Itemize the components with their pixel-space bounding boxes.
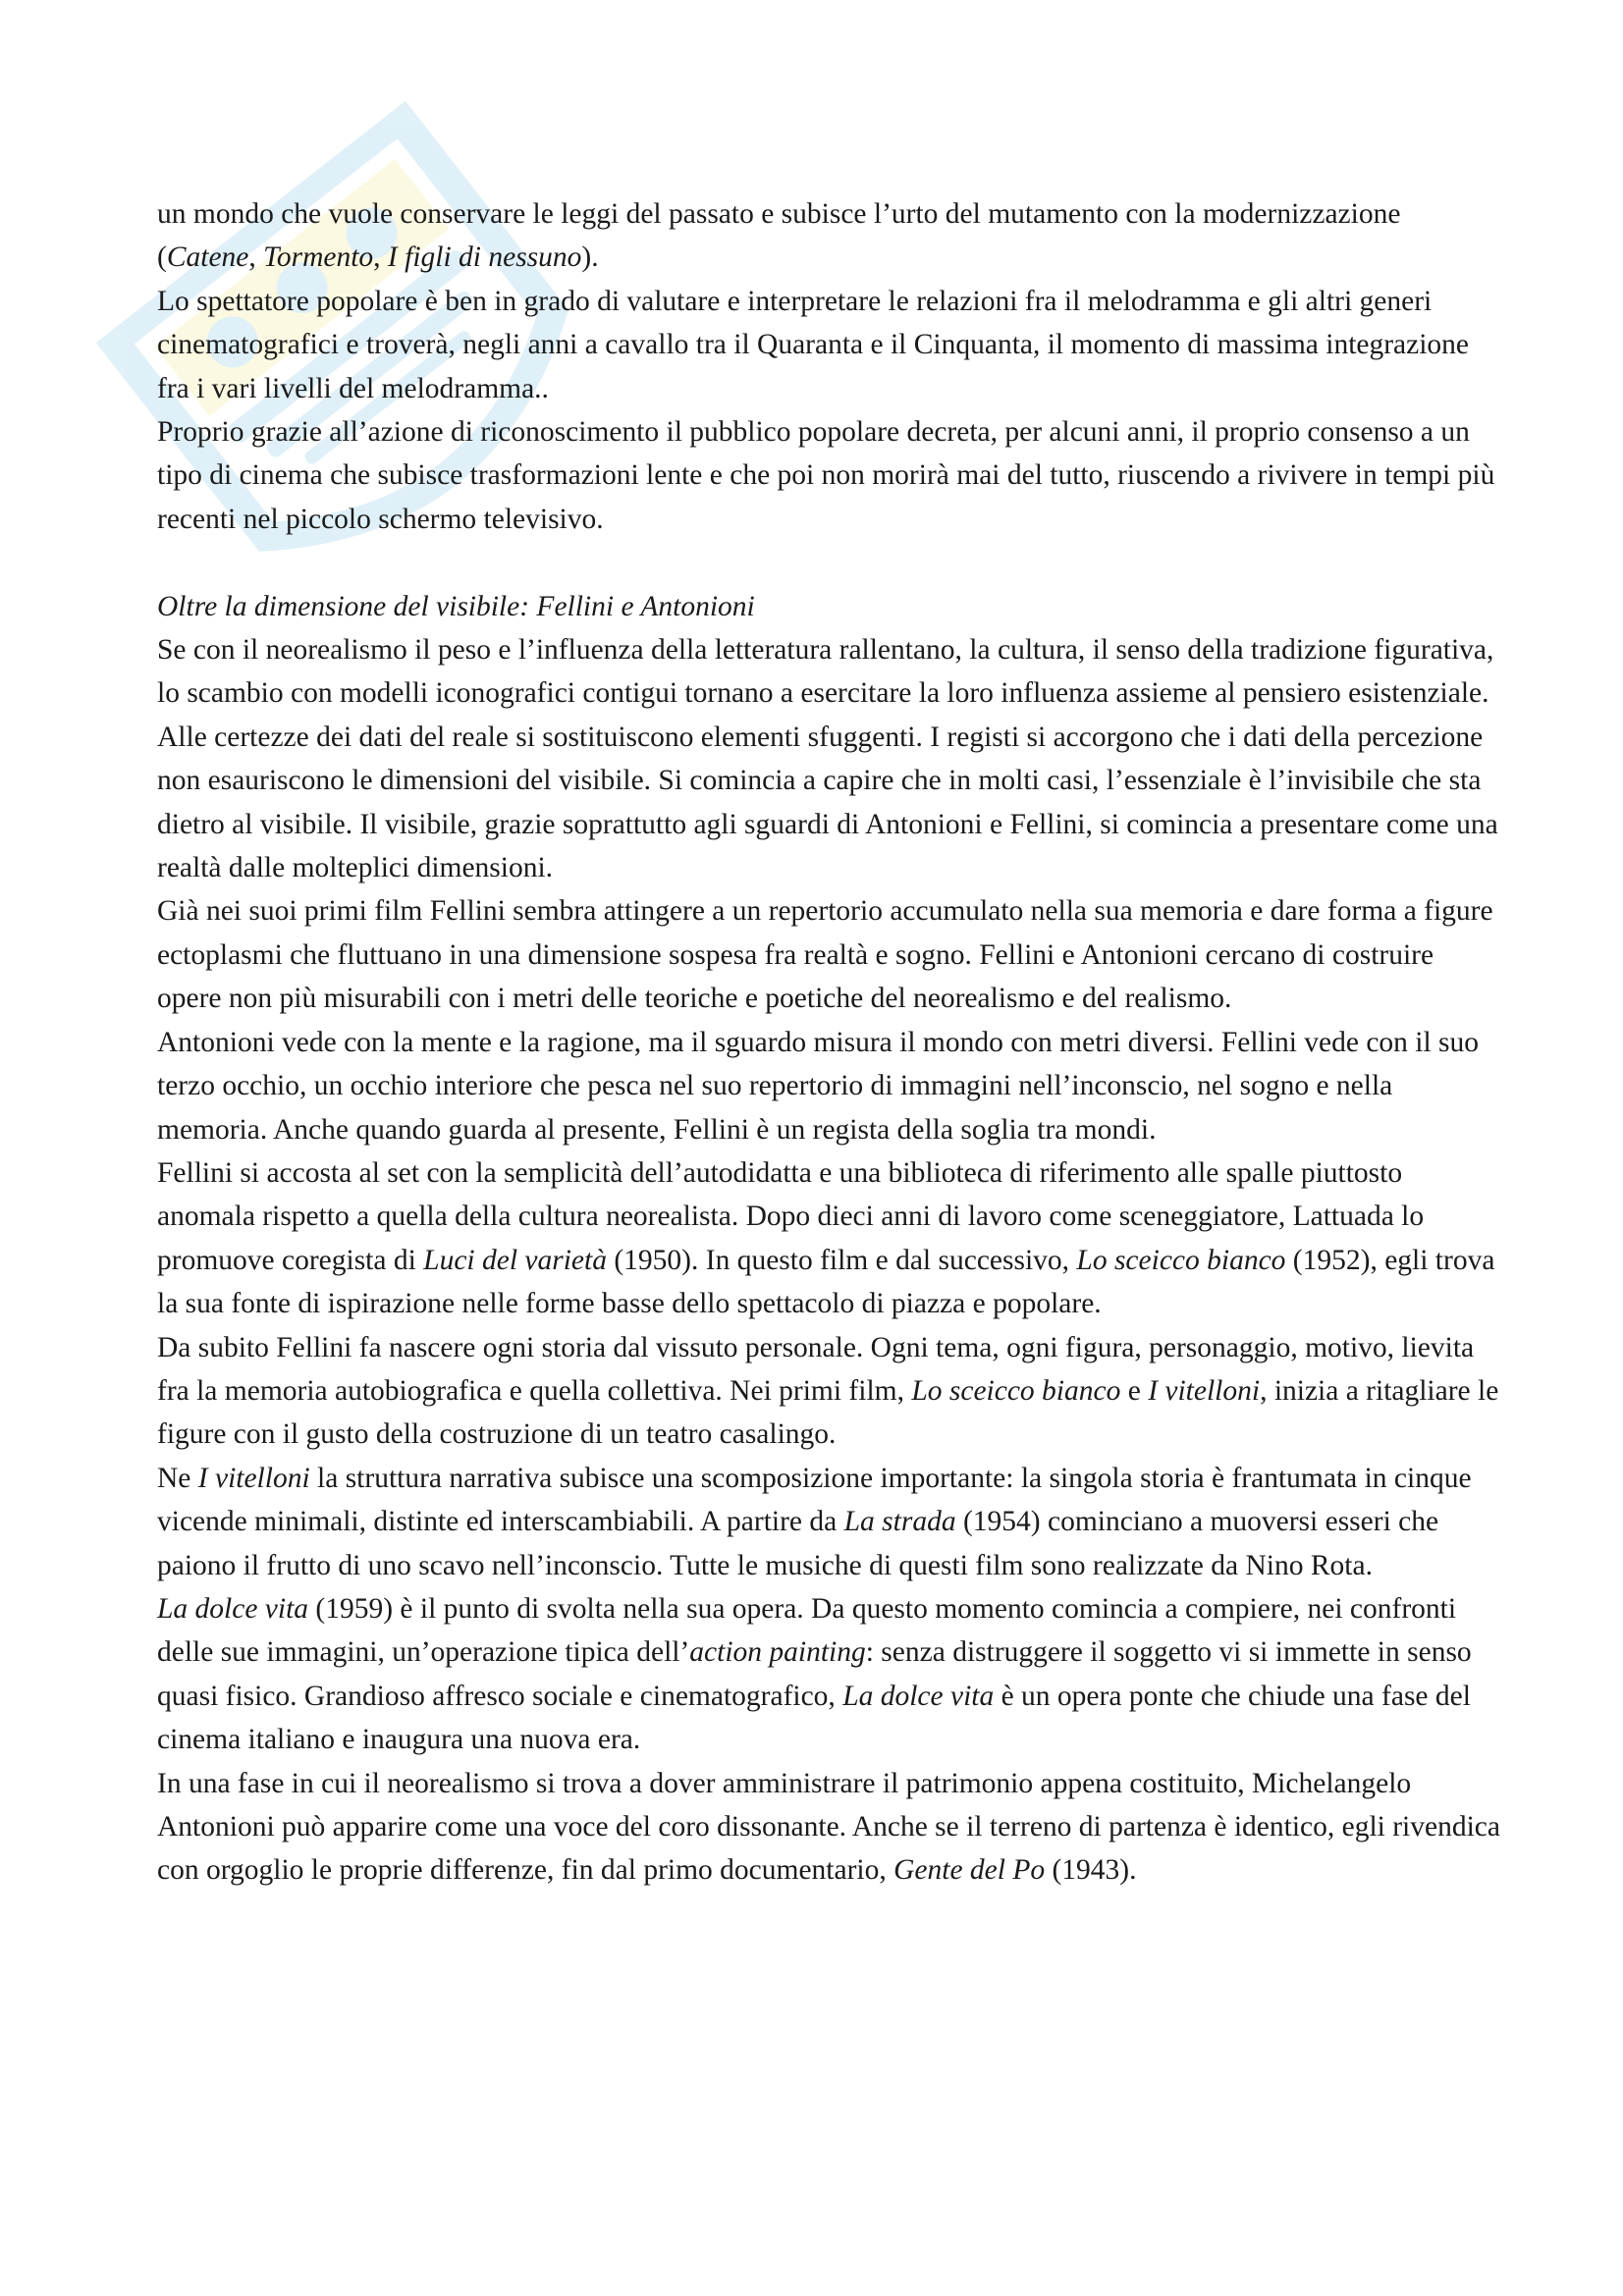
text-run: Già nei suoi primi film Fellini sembra attingere a un repertorio accumulato nella sua memoria e dare forma a figure ectoplasmi che fluttuano in una dimensione sospesa fra realtà e sogno. Fellini e Antonioni cercano di costruire opere non più misurabili con i metri delle teoriche e poetiche del neorealismo e del realismo. [157, 895, 1493, 1015]
text-run: è un opera ponte che chiude una fase del cinema italiano e inaugura una nuova era. [157, 1680, 1471, 1756]
italic-text: Gente del Po [893, 1854, 1046, 1887]
text-run: e [1120, 1374, 1149, 1407]
italic-text: La strada [843, 1506, 956, 1538]
text-run: (1943). [1045, 1854, 1137, 1887]
paragraph [157, 192, 1502, 280]
italic-text: La dolce vita [842, 1680, 995, 1712]
paragraph [157, 1326, 1502, 1457]
text-run: Proprio grazie all’azione di riconoscimento il pubblico popolare decreta, per alcuni anni, il proprio consenso a un tipo di cinema che subisce trasformazioni lente e che poi non morirà mai del tutto, riuscendo a rivivere in tempi più recenti nel piccolo schermo televisivo. [157, 416, 1495, 535]
text-run: Ne [157, 1462, 198, 1494]
paragraph [157, 628, 1502, 889]
italic-text: Catene [166, 241, 249, 274]
paragraph [157, 280, 1502, 410]
text-run: , inizia a ritagliare le figure con il gusto della costruzione di un teatro casalingo. [157, 1374, 1499, 1451]
italic-text: La dolce vita [157, 1592, 309, 1625]
text-run: , [373, 241, 388, 274]
text-run: , [248, 241, 264, 274]
text-run: : senza distruggere il soggetto vi si immette in senso quasi fisico. Grandioso affresco sociale e cinematografico, [157, 1636, 1472, 1712]
text-run: un mondo che vuole conservare le leggi del passato e subisce l’urto del mutamento con la modernizzazione ( [157, 198, 1401, 274]
italic-text: Tormento [263, 241, 374, 274]
text-run: Antonioni vede con la mente e la ragione, ma il sguardo misura il mondo con metri diversi. Fellini vede con il suo terzo occhio, un occhio interiore che pesca nel suo repertorio di immagini nell’inconscio, nel sogno e nella memoria. Anche quando guarda al presente, Fellini è un regista della soglia tra mondi. [157, 1026, 1480, 1146]
italic-text: Oltre la dimensione del visibile: Fellini e Antonioni [157, 590, 755, 622]
text-run: Fellini si accosta al set con la semplicità dell’autodidatta e una biblioteca di riferimento alle spalle piuttosto anomala rispetto a quella della cultura neorealista. Dopo dieci anni di lavoro come sceneggiatore, Lattuada lo promuove coregista di [157, 1156, 1425, 1276]
paragraph [157, 410, 1502, 541]
text-run: la struttura narrativa subisce una scomposizione importante: la singola storia è frantumata in cinque vicende minimali, distinte ed interscambiabili. A partire da [157, 1462, 1472, 1538]
text-run: In una fase in cui il neorealismo si trova a dover amministrare il patrimonio appena costituito, Michelangelo Antonioni può apparire come una voce del coro dissonante. Anche se il terreno di partenza è identico, egli rivendica con orgoglio le proprie differenze, fin dal primo documentario, [157, 1767, 1500, 1887]
paragraph [157, 1587, 1502, 1762]
italic-text: Lo sceicco bianco [911, 1374, 1121, 1407]
paragraph [157, 1457, 1502, 1587]
paragraph [157, 889, 1502, 1020]
text-run: (1959) è il punto di svolta nella sua opera. Da questo momento comincia a compiere, nei confronti delle sue immagini, un’operazione tipica dell’ [157, 1592, 1457, 1669]
text-run: Lo spettatore popolare è ben in grado di valutare e interpretare le relazioni fra il melodramma e gli altri generi cinematografici e troverà, negli anni a cavallo tra il Quaranta e il Cinquanta, il momento di massima integrazione fra i vari livelli del melodramma.. [157, 285, 1470, 404]
text-run: Da subito Fellini fa nascere ogni storia dal vissuto personale. Ogni tema, ogni figura, personaggio, motivo, lievita fra la memoria autobiografica e quella collettiva. Nei primi film, [157, 1331, 1475, 1407]
paragraph [157, 1762, 1502, 1893]
document-body [157, 192, 1502, 1893]
paragraph [157, 1021, 1502, 1151]
text-run: Se con il neorealismo il peso e l’influenza della letteratura rallentano, la cultura, il senso della tradizione figurativa, lo scambio con modelli iconografici contigui tornano a esercitare la loro influenza assieme al pensiero esistenziale. Alle certezze dei dati del reale si sostituiscono elementi sfuggenti. I registi si accorgono che i dati della percezione non esauriscono le dimensioni del visibile. Si comincia a capire che in molti casi, l’essenziale è l’invisibile che sta dietro al visibile. Il visibile, grazie soprattutto agli sguardi di Antonioni e Fellini, si comincia a presentare come una realtà dalle molteplici dimensioni. [157, 634, 1498, 884]
text-run: (1952), egli trova la sua fonte di ispirazione nelle forme basse dello spettacolo di piazza e popolare. [157, 1244, 1495, 1320]
paragraph [157, 1151, 1502, 1326]
italic-text: action painting [689, 1636, 866, 1669]
italic-text: I figli di nessuno [387, 241, 582, 274]
text-run: ). [581, 241, 599, 274]
italic-text: I vitelloni [197, 1462, 310, 1494]
section-heading [157, 585, 1502, 628]
italic-text: Luci del varietà [423, 1244, 607, 1276]
text-run: (1954) cominciano a muoversi esseri che paiono il frutto di uno scavo nell’inconscio. Tutte le musiche di questi film sono realizzate da Nino Rota. [157, 1506, 1439, 1581]
italic-text: Lo sceicco bianco [1076, 1244, 1286, 1276]
italic-text: I vitelloni [1148, 1374, 1261, 1407]
text-run: (1950). In questo film e dal successivo, [606, 1244, 1077, 1276]
